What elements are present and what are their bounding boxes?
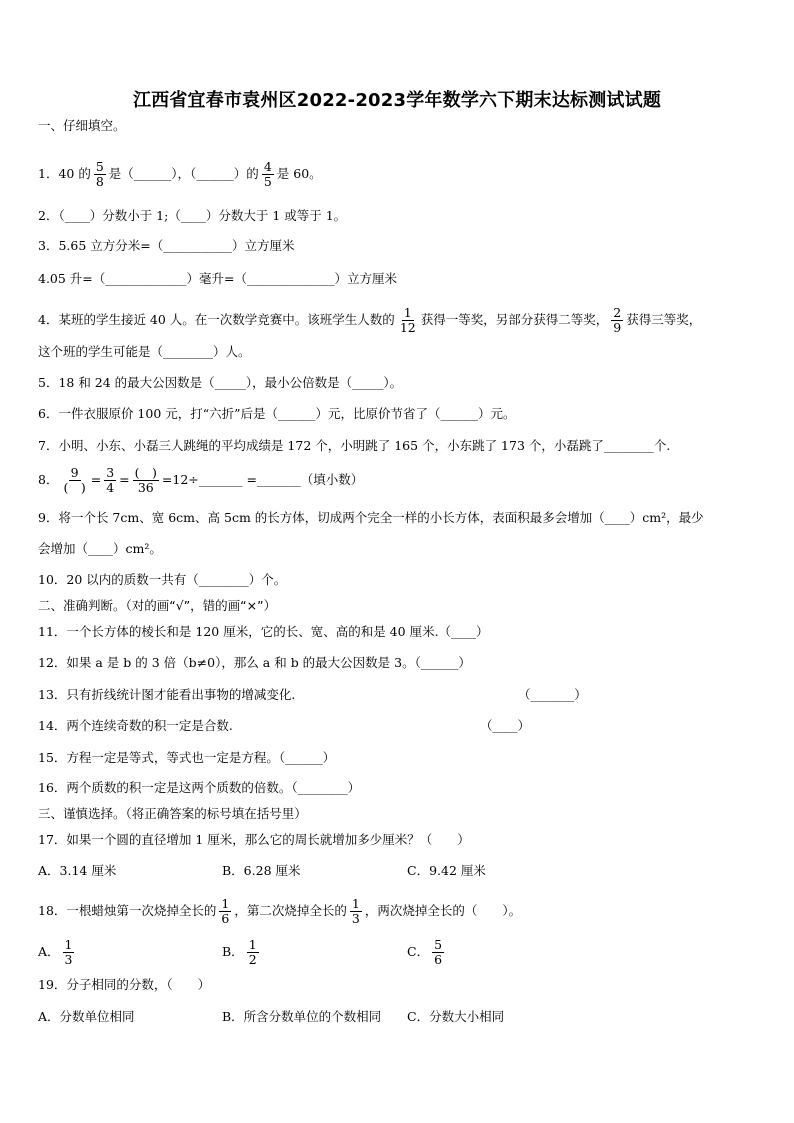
fraction: $\frac{1}{6}$ (221, 896, 230, 926)
question-13: 13．只有折线统计图才能看出事物的增减变化. (38, 687, 296, 702)
question-14: 14．两个连续奇数的积一定是合数. (38, 718, 233, 733)
question-18-option-a: A． $\frac{1}{3}$ (38, 937, 73, 967)
fraction: $\frac{3}{4}$ (106, 465, 115, 495)
question-19-option-a: A．分数单位相同 (38, 1009, 135, 1024)
question-16: 16．两个质数的积一定是这两个质数的倍数。（________） (38, 780, 361, 795)
question-4-cont: 这个班的学生可能是（________）人。 (38, 344, 251, 359)
fraction: $\frac{5}{6}$ (434, 937, 443, 967)
section-2-heading: 二、准确判断。（对的画“√”，错的画“×”） (38, 598, 277, 613)
fraction: $\frac{2}{9}$ (613, 305, 622, 335)
question-18-option-c: C． $\frac{5}{6}$ (407, 937, 443, 967)
question-19-option-c: C．分数大小相同 (407, 1009, 505, 1024)
question-4: 4．某班的学生接近 40 人。在一次数学竞赛中。该班学生人数的 $\frac{1}{12}$ 获得一等奖，另部分获得二等奖， $\frac{2}{9}$ 获得三等奖， (38, 305, 702, 335)
question-8: 8． $\frac{9}{( )}$ = $\frac{3}{4}$ = $\frac{( )}{36}$ =12÷_______ =_______（填小数） (38, 465, 364, 495)
question-17: 17．如果一个圆的直径增加 1 厘米，那么它的周长就增加多少厘米？（ ） (38, 832, 470, 847)
question-11: 11．一个长方体的棱长和是 120 厘米，它的长、宽、高的和是 40 厘米.（____） (38, 624, 489, 639)
fraction: $\frac{9}{( )}$ (63, 465, 86, 495)
fraction: $\frac{1}{3}$ (351, 896, 360, 926)
question-10: 10．20 以内的质数一共有（________）个。 (38, 572, 287, 587)
fraction: $\frac{4}{5}$ (263, 159, 272, 189)
question-9-cont: 会增加（____）cm²。 (38, 541, 162, 556)
question-3a: 3．5.65 立方分米=（___________）立方厘米 (38, 238, 295, 253)
question-17-option-b: B．6.28 厘米 (222, 863, 301, 878)
question-3b: 4.05 升=（_____________）毫升=（______________）立方厘米 (38, 271, 398, 286)
question-13-blank: （_______） (518, 687, 587, 702)
fraction: $\frac{( )}{36}$ (134, 465, 157, 495)
question-18-option-b: B． $\frac{1}{2}$ (222, 937, 257, 967)
question-12: 12．如果 a 是 b 的 3 倍（b≠0），那么 a 和 b 的最大公因数是 3。（______） (38, 655, 471, 670)
fraction: $\frac{1}{2}$ (248, 937, 257, 967)
question-1: 1．40 的 $\frac{5}{8}$ 是（______），（______）的 $\frac{4}{5}$ 是 60。 (38, 159, 322, 189)
question-19-option-b: B．所含分数单位的个数相同 (222, 1009, 382, 1024)
question-17-option-a: A．3.14 厘米 (38, 863, 117, 878)
question-2: 2．（____）分数小于 1;（____）分数大于 1 或等于 1。 (38, 208, 347, 223)
question-17-option-c: C．9.42 厘米 (407, 863, 486, 878)
question-5: 5．18 和 24 的最大公因数是（_____），最小公倍数是（_____）。 (38, 375, 403, 390)
fraction: $\frac{1}{3}$ (64, 937, 73, 967)
fraction: $\frac{1}{12}$ (399, 305, 416, 335)
question-7: 7．小明、小东、小磊三人跳绳的平均成绩是 172 个，小明跳了 165 个，小东跳了 173 个，小磊跳了________个. (38, 438, 671, 453)
section-3-heading: 三、谨慎选择。（将正确答案的标号填在括号里） (38, 806, 307, 821)
question-9: 9．将一个长 7cm、宽 6cm、高 5cm 的长方体，切成两个完全一样的小长方体，表面积最多会增加（____）cm²，最少 (38, 510, 704, 525)
question-15: 15．方程一定是等式，等式也一定是方程。（______） (38, 750, 336, 765)
question-14-blank: （____） (480, 718, 531, 733)
question-18: 18．一根蜡烛第一次烧掉全长的 $\frac{1}{6}$ ，第二次烧掉全长的 $\frac{1}{3}$ ，两次烧掉全长的（ ）。 (38, 896, 522, 926)
question-6: 6．一件衣服原价 100 元，打“六折”后是（______）元，比原价节省了（______）元。 (38, 406, 516, 421)
question-19: 19．分子相同的分数，（ ） (38, 977, 211, 992)
page-title: 江西省宜春市袁州区2022-2023学年数学六下期末达标测试试题 (132, 90, 662, 111)
section-1-heading: 一、仔细填空。 (38, 118, 126, 133)
fraction: $\frac{5}{8}$ (95, 159, 104, 189)
